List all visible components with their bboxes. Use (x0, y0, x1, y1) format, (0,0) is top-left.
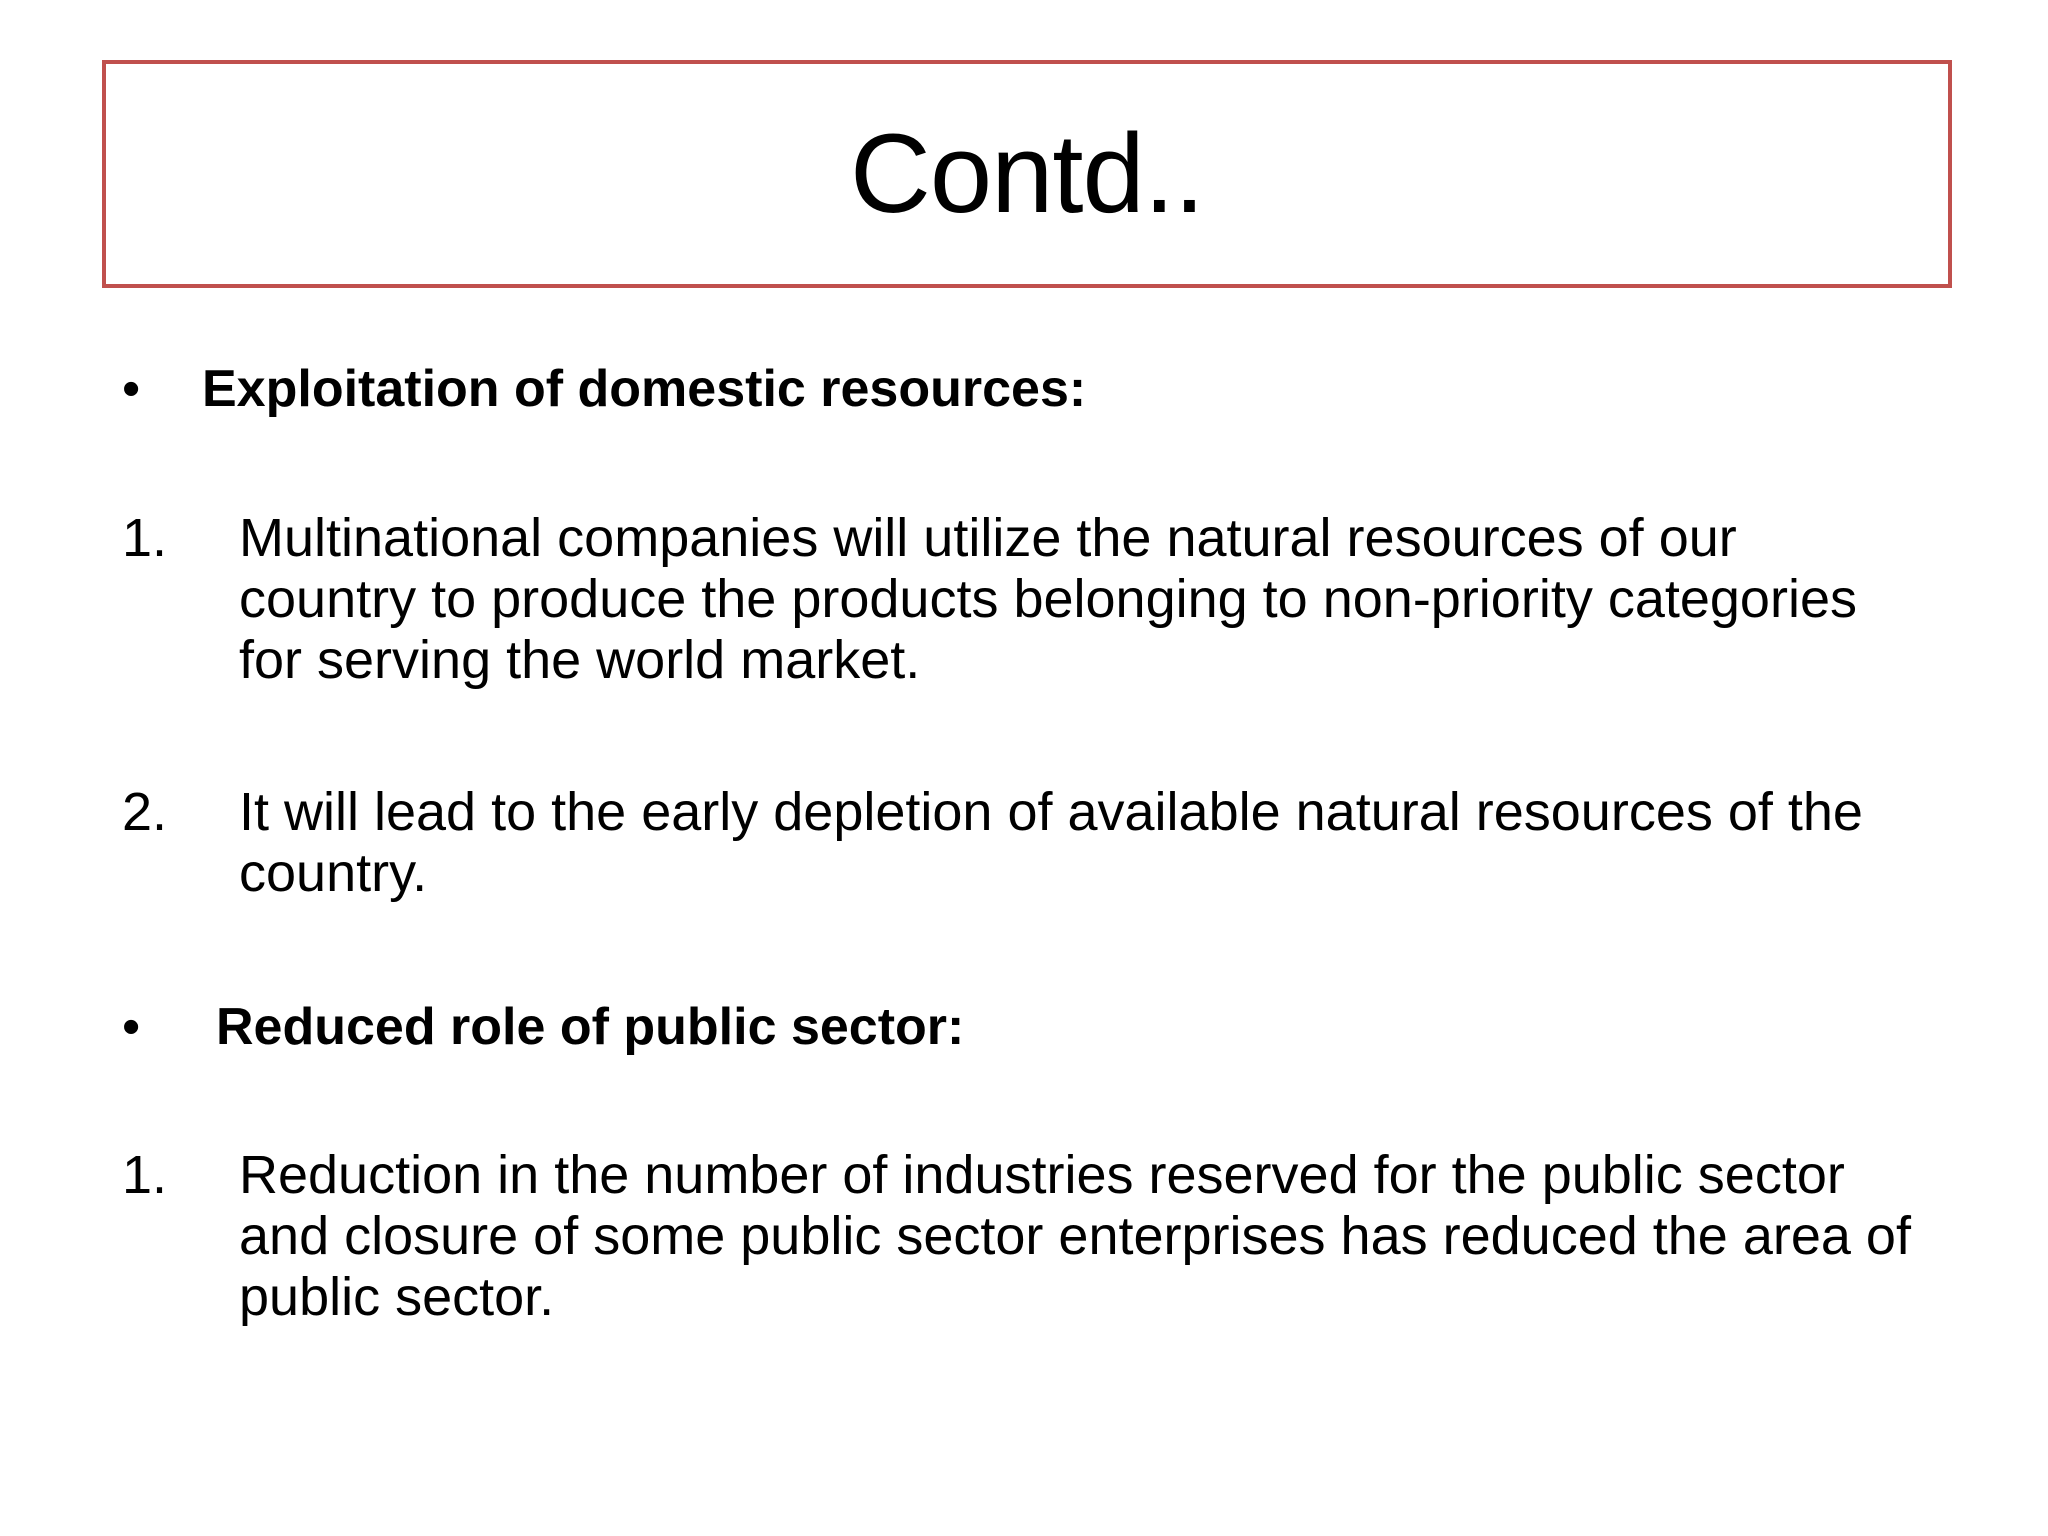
section-heading-exploitation (122, 360, 1086, 420)
bullet-icon: • (122, 360, 141, 418)
list-item (122, 782, 1922, 904)
section-heading-label: Reduced role of public sector: (216, 998, 965, 1056)
list-item-text: Reduction in the number of industries reserved for the public sector and closure of some public sector enterprises has reduced the area of public sector. (239, 1145, 1911, 1328)
section-heading-public-sector (122, 998, 964, 1058)
list-item-number: 1. (122, 1145, 168, 1205)
bullet-icon: • (122, 998, 141, 1056)
slide-title: Contd.. (849, 111, 1205, 236)
list-item-number: 2. (122, 782, 168, 842)
list-item-text: Multinational companies will utilize the natural resources of our country to produce the products belonging to non-priority categories for serving the world market. (239, 508, 1857, 691)
list-item (122, 508, 1922, 691)
list-item-text: It will lead to the early depletion of available natural resources of the country. (239, 782, 1863, 904)
list-item-number: 1. (122, 508, 168, 568)
section-heading-label: Exploitation of domestic resources: (202, 360, 1087, 418)
title-box (102, 60, 1952, 288)
list-item (122, 1145, 1922, 1328)
